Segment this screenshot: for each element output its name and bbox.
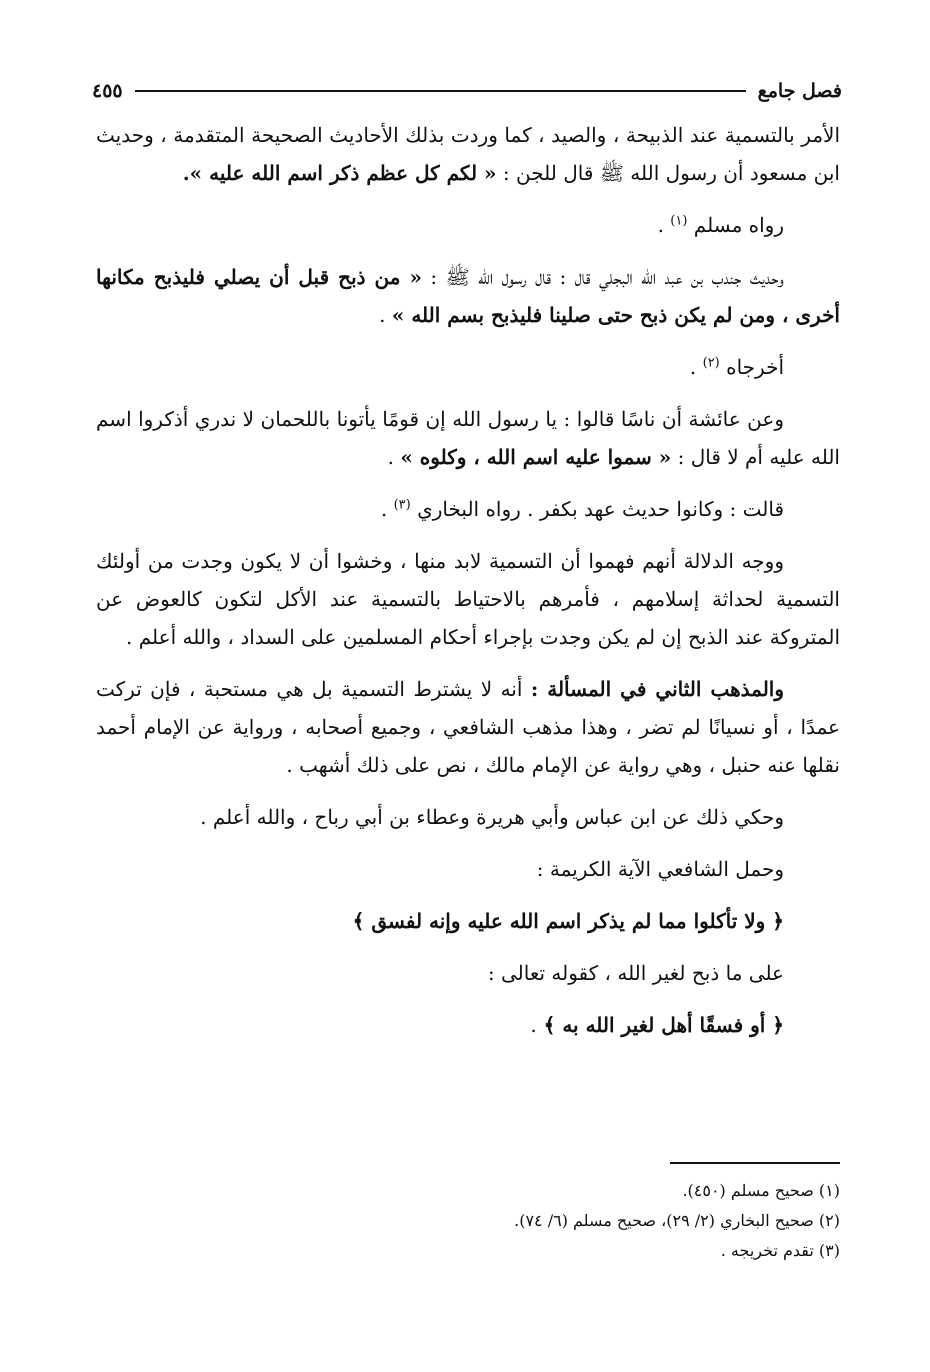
- quran-verse: [96, 902, 840, 940]
- paragraph-text: وحمل الشافعي الآية الكريمة :: [536, 857, 784, 881]
- paragraph: [96, 348, 840, 386]
- hadith-quote: « لكم كل عظم ذكر اسم الله عليه ».: [182, 161, 497, 185]
- paragraph: [96, 542, 840, 656]
- paragraph-text: رواه مسلم: [693, 213, 784, 237]
- footnote-marker: (١): [670, 213, 688, 229]
- paragraph-tail: .: [379, 303, 386, 327]
- footnotes: [300, 1176, 840, 1266]
- paragraph-text: ووجه الدلالة أنهم فهموا أن التسمية لابد منها ، وخشوا أن لا يكون وجدت من أولئك التسمية لحداثة إسلامهم ، فأمرهم بالاحتياط بالتسمية عند الأكل لتكون كالعوض عن المتروكة عند الذبح إن لم يكن وجدت بإجراء أحكام المسلمين على السداد ، والله أعلم .: [96, 549, 840, 649]
- footnote: (١) صحيح مسلم (٤٥٠).: [682, 1181, 840, 1200]
- paragraph-tail: .: [387, 445, 394, 469]
- hadith-quote: « سموا عليه اسم الله ، وكلوه »: [400, 445, 672, 469]
- paragraph-tail: .: [657, 213, 664, 237]
- paragraph-tail: .: [380, 497, 388, 521]
- paragraph-text: قالت : وكانوا حديث عهد بكفر . رواه البخاري: [417, 497, 784, 521]
- paragraph: [96, 258, 840, 334]
- paragraph: [96, 954, 840, 992]
- paragraph: [96, 206, 840, 244]
- paragraph-text: الأمر بالتسمية عند الذبيحة ، والصيد ، كما وردت بذلك الأحاديث الصحيحة المتقدمة ، وحديث ابن مسعود أن رسول الله ﷺ قال للجن :: [96, 123, 840, 185]
- paragraph: [96, 400, 840, 476]
- paragraph-tail: .: [689, 355, 697, 379]
- paragraph: [96, 798, 840, 836]
- footnote: (٣) تقدم تخريجه .: [720, 1241, 840, 1260]
- footnote-marker: (٢): [702, 355, 720, 371]
- footnote-marker: (٣): [393, 497, 411, 513]
- header-rule: [135, 90, 746, 92]
- chapter-title: فصل جامع: [757, 80, 842, 102]
- hadith-quote: « من ذبح قبل أن يصلي فليذبح مكانها أخرى ، ومن لم يكن ذبح حتى صلينا فليذبح بسم الله »: [96, 265, 840, 327]
- verse-text: ﴿ أو فسقًا أهل لغير الله به ﴾: [543, 1013, 784, 1037]
- paragraph: [96, 670, 840, 784]
- paragraph-tail: .: [530, 1013, 537, 1037]
- running-header: [92, 76, 842, 106]
- footnote: (٢) صحيح البخاري (٢/ ٢٩)، صحيح مسلم (٦/ ٧٤).: [514, 1211, 840, 1230]
- footnote-separator: [670, 1162, 840, 1164]
- quran-verse: [96, 1006, 840, 1044]
- paragraph-text: على ما ذبح لغير الله ، كقوله تعالى :: [487, 961, 784, 985]
- verse-text: ﴿ ولا تأكلوا مما لم يذكر اسم الله عليه وإنه لفسق ﴾: [352, 909, 784, 933]
- paragraph: [96, 116, 840, 192]
- paragraph: [96, 490, 840, 528]
- paragraph-text: وحديث جندب بن عبد الله البجلي قال : قال رسول الله ﷺ :: [430, 265, 784, 289]
- body-text: [96, 116, 840, 1058]
- paragraph-text: أنه لا يشترط التسمية بل هي مستحبة ، فإن تركت عمدًا ، أو نسيانًا لم تضر ، وهذا مذهب الشافعي ، وجميع أصحابه ، ورواية عن الإمام أحمد نقلها عنه حنبل ، وهي رواية عن الإمام مالك ، نص على ذلك أشهب .: [96, 677, 840, 777]
- paragraph-text: وعن عائشة أن ناسًا قالوا : يا رسول الله إن قومًا يأتونا باللحمان لا ندري أذكروا اسم الله عليه أم لا قال :: [96, 407, 840, 469]
- paragraph-text: أخرجاه: [726, 355, 784, 379]
- paragraph: [96, 850, 840, 888]
- page-number: ٤٥٥: [92, 80, 123, 102]
- paragraph-text: وحكي ذلك عن ابن عباس وأبي هريرة وعطاء بن أبي رباح ، والله أعلم .: [200, 805, 784, 829]
- section-lead: والمذهب الثاني في المسألة :: [530, 677, 784, 701]
